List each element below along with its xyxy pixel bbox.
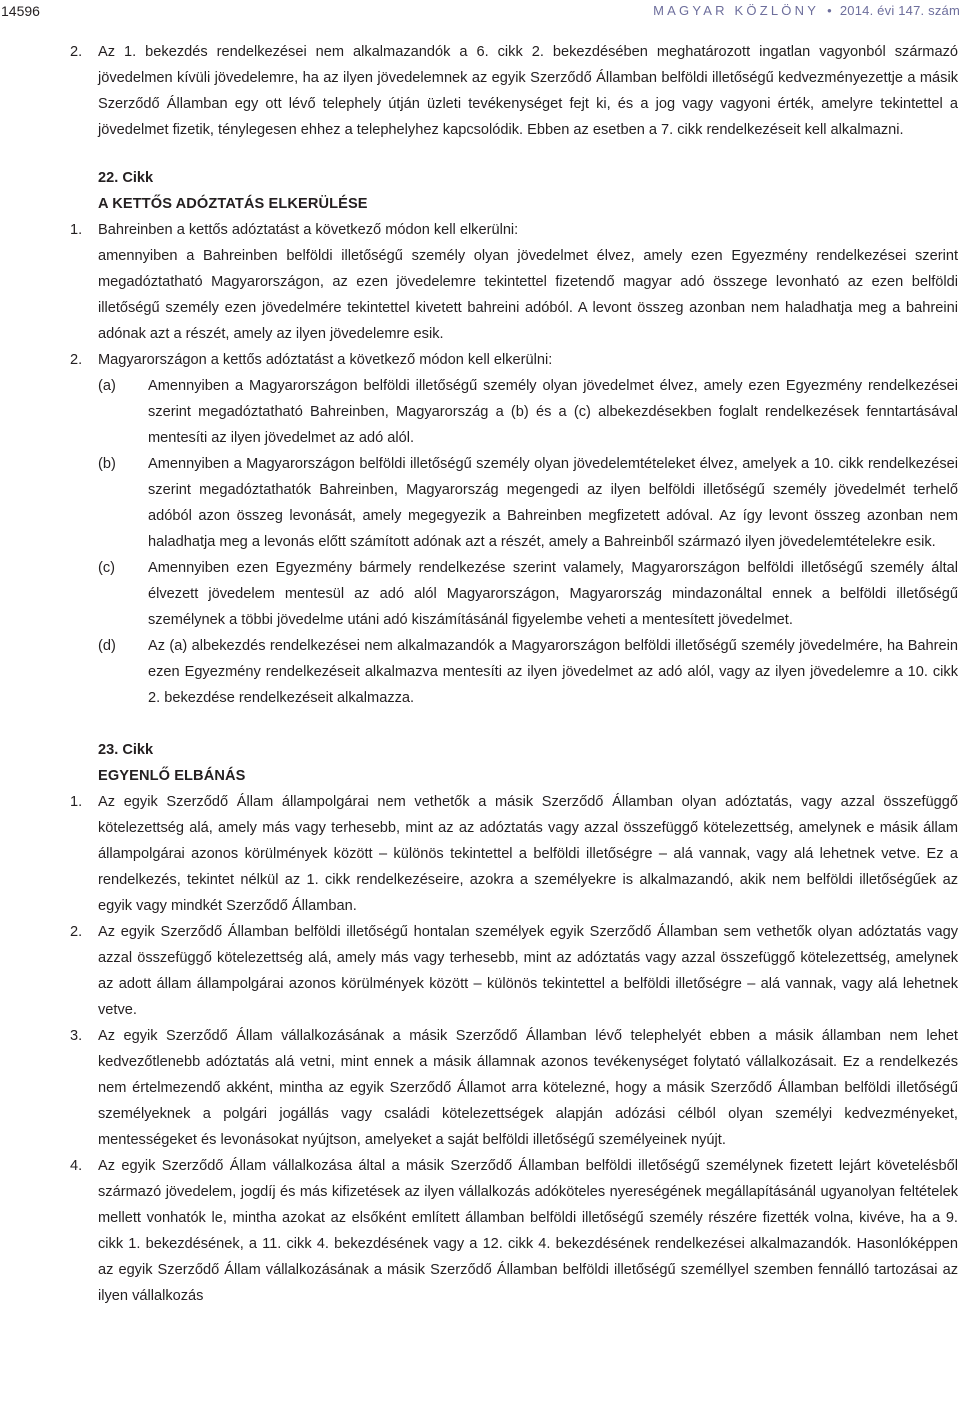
item-text: Az (a) albekezdés rendelkezései nem alkalmazandók a Magyarországon belföldi illetőségű személy jövedelmére, ha Bahrein ezen Egyezmény rendelkezéseit alkalmazva mentesíti az ilyen jövedelmet az adó alól, vagy az ilyen jövedelemre a 10. cikk 2. bekezdése rendelkezéseit alkalmazza. [148,638,958,706]
page-number: 14596 [1,3,40,19]
paragraph-number: 1. [70,794,83,810]
item-text: Amennyiben ezen Egyezmény bármely rendelkezése szerint valamely, Magyarországon belföldi illetőségű személy által élvezett jövedelem mentesül az adó alól Magyarországon, Magyarország mindazonáltal ennek a belföldi illetőségű személynek a többi jövedelme utáni adó kiszámításánál figyelembe veheti a mentesített jövedelmet. [148,560,958,628]
a22-paragraph-2 [70,347,958,373]
paragraph-text: Az egyik Szerződő Állam állampolgárai nem vethetők a másik Szerződő Államban olyan adóztatás, vagy azzal összefüggő kötelezettség alá, amely más vagy terhesebb, mint az az adóztatás vagy azzal összefüggő kötelezettség, amelynek e másik állam állampolgárai azonos körülmények között – különös tekintettel a belföldi illetőségre – alá vannak, vagy alá lehetnek vetve. Ez a rendelkezés, tekintet nélkül az 1. cikk rendelkezéseire, azokra a személyekre is alkalmazandó, akik nem belföldi illetőségűek az egyik vagy mindkét Szerződő Államban. [98,794,958,914]
issue-number: 2014. évi 147. szám [839,3,960,18]
intro-paragraph [70,39,958,143]
document-body [70,39,958,1309]
item-text: Amennyiben a Magyarországon belföldi illetőségű személy olyan jövedelmet élvez, amely ezen Egyezmény rendelkezései szerint megadóztatható Bahreinben, Magyarország a (b) és a (c) albekezdésekben foglalt rendelkezések fenntartásával mentesíti az ilyen jövedelmet az adó alól. [148,378,958,446]
a22-item-c [70,555,958,633]
a22-paragraph-1-lead [70,217,958,243]
article-23-title: EGYENLŐ ELBÁNÁS [98,768,246,784]
separator-dot: • [827,3,832,18]
item-label: (d) [98,638,116,654]
paragraph-text: Magyarországon a kettős adóztatást a következő módon kell elkerülni: [98,352,553,368]
paragraph-number: 4. [70,1158,83,1174]
a23-paragraph-2 [70,919,958,1023]
a22-item-b [70,451,958,555]
paragraph-number: 2. [70,352,83,368]
paragraph-number: 2. [70,924,83,940]
item-text: Amennyiben a Magyarországon belföldi illetőségű személy olyan jövedelemtételeket élvez, amelyek a 10. cikk rendelkezései szerint megadóztathatók Bahreinben, Magyarország megengedi az ilyen belföldi illetőségű személy jövedelmét terhelő adóból azon összeg levonását, amely megegyezik a Bahreinben megfizetett adóval. Az így levont összeg azonban nem haladhatja meg a levonás előtt számított adónak azt a részét, amely a Bahreinből származó ilyen jövedelemtételekre esik. [148,456,958,550]
paragraph-text: Az egyik Szerződő Államban belföldi illetőségű hontalan személyek egyik Szerződő Államban sem vethetők olyan adóztatás vagy azzal összefüggő kötelezettség alá, amely más vagy terhesebb, mint az adóztatás vagy azzal összefüggő kötelezettség, amelynek az adott állam állampolgárai azonos körülmények között – különös tekintettel a belföldi illetőségre – alá vannak, vagy alá lehetnek vetve. [98,924,958,1018]
a22-paragraph-1-body: amennyiben a Bahreinben belföldi illetőségű személy olyan jövedelmet élvez, amely ezen Egyezmény rendelkezései szerint megadóztatható Magyarországon, az ezen jövedelemre tekintettel fizetendő magyar adó összege levonható az ezen belföldi illetőségű személy ezen jövedelmére tekintettel kivetett bahreini adóból. A levont összeg azonban nem haladhatja meg a bahreini adónak azt a részét, amely az ilyen jövedelemre esik. [98,248,958,342]
a23-paragraph-3 [70,1023,958,1153]
item-label: (c) [98,560,116,576]
paragraph-number: 1. [70,222,83,238]
a22-item-d [70,633,958,711]
item-label: (a) [98,378,116,394]
a23-paragraph-4 [70,1153,958,1309]
a22-item-a [70,373,958,451]
a23-paragraph-1 [70,789,958,919]
paragraph-number: 3. [70,1028,83,1044]
paragraph-text: Az egyik Szerződő Állam vállalkozásának a másik Szerződő Államban lévő telephelyét ebben a másik államban nem lehet kedvezőtlenebb adóztatás alá vetni, mint ennek a másik államnak azonos tevékenységet folytató vállalkozásait. Ez a rendelkezés nem értelmezendő akként, mintha az egyik Szerződő Államot arra kötelezné, hogy a másik Szerződő Államban belföldi illetőségű személyeknek a polgári jogállás vagy családi kötelezettségek alapján adózási célból olyan személyi kedvezményeket, mentességeket és levonásokat nyújtson, amelyeket a saját belföldi illetőségű személyeinek nyújt. [98,1028,958,1148]
paragraph-text: Az egyik Szerződő Állam vállalkozása által a másik Szerződő Államban belföldi illetőségű személynek fizetett lejárt követelésből származó jövedelem, jogdíj és más kifizetések az ilyen vállalkozás adóköteles nyereségének megállapításánál ugyanolyan feltételek mellett vonhatók le, mintha azokat az elsőként említett államban belföldi illetőségű személy részére fizették volna, kivéve, ha a 9. cikk 1. bekezdésének, a 11. cikk 4. bekezdésének vagy a 12. cikk 4. bekezdésének rendelkezései alkalmazandók. Hasonlóképpen az egyik Szerződő Állam vállalkozásának a másik Szerződő Államban belföldi illetőségű személlyel szemben fennálló tartozásai az ilyen vállalkozás [98,1158,958,1304]
journal-info [653,0,960,24]
item-label: (b) [98,456,116,472]
article-23-number: 23. Cikk [98,742,154,758]
article-22-number: 22. Cikk [98,170,154,186]
page-header [0,0,960,22]
paragraph-number: 2. [70,44,83,60]
paragraph-text: Bahreinben a kettős adóztatást a következő módon kell elkerülni: [98,222,519,238]
paragraph-text: Az 1. bekezdés rendelkezései nem alkalmazandók a 6. cikk 2. bekezdésében meghatározott ingatlan vagyonból származó jövedelmen kívüli jövedelemre, ha az ilyen jövedelemnek az egyik Szerződő Államban belföldi illetőségű kedvezményezettje a másik Szerződő Államban egy ott lévő telephely útján üzleti tevékenységet fejt ki, és a jog vagy vagyoni érték, amelyre tekintettel a jövedelmet fizetik, ténylegesen ehhez a telephelyhez kapcsolódik. Ebben az esetben a 7. cikk rendelkezéseit kell alkalmazni. [98,44,958,138]
journal-name: MAGYAR KÖZLÖNY [653,3,820,18]
article-22-title: A KETTŐS ADÓZTATÁS ELKERÜLÉSE [98,196,368,212]
